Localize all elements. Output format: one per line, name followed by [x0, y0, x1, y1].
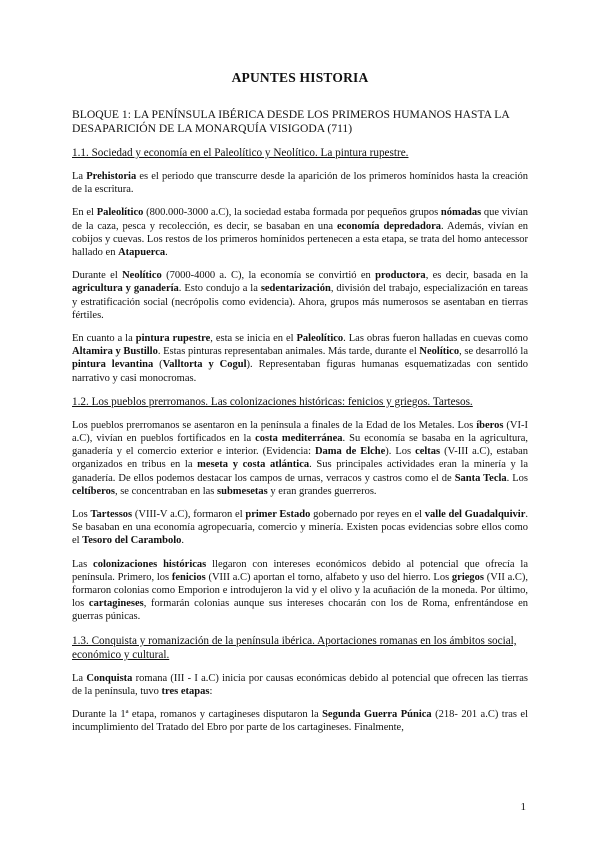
bold-term: colonizaciones históricas [93, 558, 207, 570]
paragraph: La Prehistoria es el periodo que transcurre desde la aparición de los primeros homínidos hasta la creación de la escritura. [72, 171, 528, 196]
paragraph: En el Paleolítico (800.000-3000 a.C), la sociedad estaba formada por pequeños grupos nómadas que vivían de la caza, pesca y recolección, es decir, se basaban en una economía depredadora. Además, vivían en cobijos y cuevas. Los restos de los primeros homínidos pertenecen a esta etapa, se trata del homo antecessor hallado en Atapuerca. [72, 207, 529, 259]
page-number: 1 [520, 801, 526, 813]
bold-term: agricultura y ganadería [72, 283, 179, 295]
bold-term: productora [375, 270, 426, 282]
bold-term: pintura levantina [72, 359, 154, 371]
paragraph: Las colonizaciones históricas llegaron con intereses económicos debido al potencial que ofrecía la península. Primero, los fenicios (VIII a.C) aportan el torno, alfabeto y uso del hierro. Los griegos (VII a.C), formaron colonias como Emporion e introdujeron la vid y el olivo y la acuñación de la moneda. Por último, los cartagineses, formarán colonias aunque sus intereses chocarán con los de Roma, enfrentándose en guerras púnicas. [72, 558, 528, 623]
bold-term: Paleolítico [296, 333, 344, 345]
bold-term: Dama de Elche [314, 446, 386, 458]
bold-term: Atapuerca [118, 247, 166, 259]
block-heading: BLOQUE 1: LA PENÍNSULA IBÉRICA DESDE LOS PRIMEROS HUMANOS HASTA LA DESAPARICIÓN DE LA MONARQUÍA VISIGODA (711) [72, 108, 510, 135]
bold-term: Neolítico [122, 270, 162, 282]
bold-term: Valltorta y Cogul [162, 359, 247, 371]
bold-term: costa mediterránea [255, 433, 343, 445]
bold-term: sedentarización [260, 283, 331, 295]
bold-term: Segunda Guerra Púnica [322, 709, 432, 721]
bold-term: Santa Tecla [454, 472, 507, 484]
bold-term: fenicios [171, 571, 206, 583]
bold-term: Prehistoria [86, 171, 137, 182]
section-heading: 1.1. Sociedad y economía en el Paleolítico y Neolítico. La pintura rupestre. [72, 147, 409, 159]
paragraph: La Conquista romana (III - I a.C) inicia por causas económicas debido al potencial que ofrecen las tierras de la península, tuvo tres etapas: [72, 672, 528, 697]
bold-term: íberos [476, 419, 504, 431]
bold-term: primer Estado [245, 509, 311, 521]
bold-term: griegos [451, 571, 484, 583]
document-title: APUNTES HISTORIA [231, 70, 369, 85]
bold-term: celtas [415, 446, 441, 458]
paragraph: En cuanto a la pintura rupestre, esta se inicia en el Paleolítico. Las obras fueron halladas en cuevas como Altamira y Bustillo. Estas pinturas representaban animales. Más tarde, durante el Neolítico, se desarrolló la pintura levantina (Valltorta y Cogul). Representaban figuras humanas esquematizadas con sentido narrativo y casi monocromas. [72, 333, 529, 384]
bold-term: celtíberos [72, 485, 115, 497]
section-heading: 1.2. Los pueblos prerromanos. Las colonizaciones históricas: fenicios y griegos. Tartesos. [72, 395, 473, 408]
bold-term: Altamira y Bustillo [72, 346, 158, 358]
bold-term: Neolítico [419, 346, 460, 358]
bold-term: submesetas [217, 485, 268, 497]
bold-term: valle del Guadalquivir [424, 509, 526, 521]
section-heading: 1.3. Conquista y romanización de la península ibérica. Aportaciones romanas en los ámbitos social, económico y cultural. [72, 634, 517, 661]
bold-term: meseta y costa atlántica [197, 459, 310, 471]
paragraph: Durante la 1ª etapa, romanos y cartagineses disputaron la Segunda Guerra Púnica (218- 201 a.C) tras el incumplimiento del Tratado del Ebro por parte de los cartagineses. Finalmente, [72, 709, 528, 734]
document-body [72, 146, 528, 735]
paragraph: Los pueblos prerromanos se asentaron en la península a finales de la Edad de los Metales. Los íberos (VI-I a.C), vivían en pueblos fortificados en la costa mediterránea. Su economía se basaba en la agricultura, ganadería y el comercio exterior e interior. (Evidencia: Dama de Elche). Los celtas (V-III a.C), estaban organizados en tribus en la meseta y costa atlántica. Sus principales actividades eran la minería y la ganadería. De ellos podemos destacar los campos de urnas, verracos y castros como el de Santa Tecla. Los celtíberos, se concentraban en las submesetas y eran grandes guerreros. [72, 419, 529, 497]
paragraph: Los Tartessos (VIII-V a.C), formaron el primer Estado gobernado por reyes en el valle del Guadalquivir. Se basaban en una economía agropecuaria, comercio y minería. Existen pocas evidencias sobre ellos como el Tesoro del Carambolo. [72, 509, 528, 547]
bold-term: Tesoro del Carambolo [82, 535, 182, 547]
bold-term: economía depredadora [336, 220, 442, 232]
bold-term: Paleolítico [96, 207, 144, 219]
bold-term: Tartessos [90, 509, 133, 521]
bold-term: tres etapas [161, 685, 210, 697]
bold-term: pintura rupestre [135, 333, 211, 345]
bold-term: cartagineses [88, 598, 144, 610]
paragraph: Durante el Neolítico (7000-4000 a. C), la economía se convirtió en productora, es decir, basada en la agricultura y ganadería. Esto condujo a la sedentarización, división del trabajo, especialización en tareas y estratificación social (necrópolis como evidencia). Ahora, grupos más numerosos se asentaban en tierras fértiles. [72, 270, 528, 321]
bold-term: Conquista [86, 672, 133, 684]
bold-term: nómadas [440, 207, 482, 219]
